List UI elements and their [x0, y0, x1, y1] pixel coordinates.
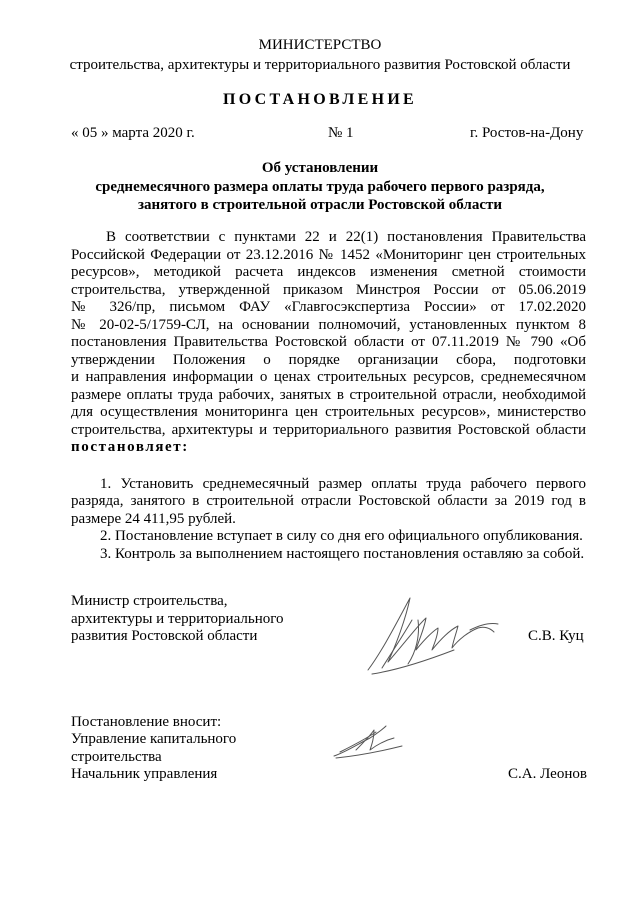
item-line: размере 24 411,95 рублей.	[71, 511, 236, 527]
preamble-line: № 20-02-5/1759-СЛ, на основании полномочий, установленных пунктом 8	[71, 317, 586, 333]
minister-position-line: развития Ростовской области	[71, 628, 258, 644]
preamble-line: В соответствии с пунктами 22 и 22(1) постановления Правительства	[106, 229, 586, 245]
item-line: разряда, занятого в строительной отрасли Ростовской области за 2019 год в	[71, 493, 586, 509]
ministry-subtitle: строительства, архитектуры и территориального развития Ростовской области	[69, 57, 571, 73]
ministry-title: МИНИСТЕРСТВО	[258, 37, 382, 53]
submitter-line: Постановление вносит:	[71, 714, 222, 730]
submitter-line: строительства	[71, 749, 162, 765]
preamble-line: постановления Правительства Ростовской области от 07.11.2019 № 790 «Об	[71, 334, 586, 350]
item-line: 3. Контроль за выполнением настоящего постановления оставляю за собой.	[100, 546, 585, 562]
document-number: № 1	[328, 125, 354, 141]
preamble-line: для осуществления мониторинга цен строительных ресурсов», министерство	[71, 404, 586, 420]
resolves-word: постановляет:	[71, 439, 189, 455]
preamble-line: и направления информации о ценах строительных ресурсов, среднемесячном	[71, 369, 586, 385]
preamble-line: Российской Федерации от 23.12.2016 № 1452 «Мониторинг цен строительных	[71, 247, 586, 263]
minister-position-line: архитектуры и территориального	[71, 611, 284, 627]
document-date: « 05 » марта 2020 г.	[71, 125, 195, 141]
document-type-heading: ПОСТАНОВЛЕНИЕ	[222, 91, 418, 108]
subject-line: среднемесячного размера оплаты труда рабочего первого разряда,	[95, 179, 545, 195]
preamble-line: утверждении Положения о порядке организации сбора, подготовки	[71, 352, 586, 368]
subject-line: Об установлении	[261, 160, 379, 176]
item-line: 1. Установить среднемесячный размер оплаты труда рабочего первого	[100, 476, 586, 492]
submitter-line: Управление капитального	[71, 731, 237, 747]
resolves-line	[71, 439, 586, 457]
minister-name: С.В. Куц	[528, 628, 584, 644]
submitter-position: Начальник управления	[71, 766, 218, 782]
minister-position-line: Министр строительства,	[71, 593, 228, 609]
handwritten-signature-submitter	[330, 722, 410, 762]
subject-line: занятого в строительной отрасли Ростовской области	[138, 197, 502, 213]
document-place: г. Ростов-на-Дону	[470, 125, 584, 141]
submitter-name: С.А. Леонов	[508, 766, 587, 782]
preamble-line: размере оплаты труда рабочих, занятых в строительной отрасли, необходимой	[71, 387, 586, 403]
preamble-line: № 326/пр, письмом ФАУ «Главгосэкспертиза России» от 17.02.2020	[71, 299, 586, 315]
item-line: 2. Постановление вступает в силу со дня его официального опубликования.	[100, 528, 583, 544]
handwritten-signature-minister	[358, 590, 528, 680]
preamble-line: строительства, утвержденной приказом Минстроя России от 05.06.2019	[71, 282, 586, 298]
preamble-line: ресурсов», методикой расчета индексов изменения сметной стоимости	[71, 264, 586, 280]
preamble-line: строительства, архитектуры и территориального развития Ростовской области	[71, 422, 586, 438]
